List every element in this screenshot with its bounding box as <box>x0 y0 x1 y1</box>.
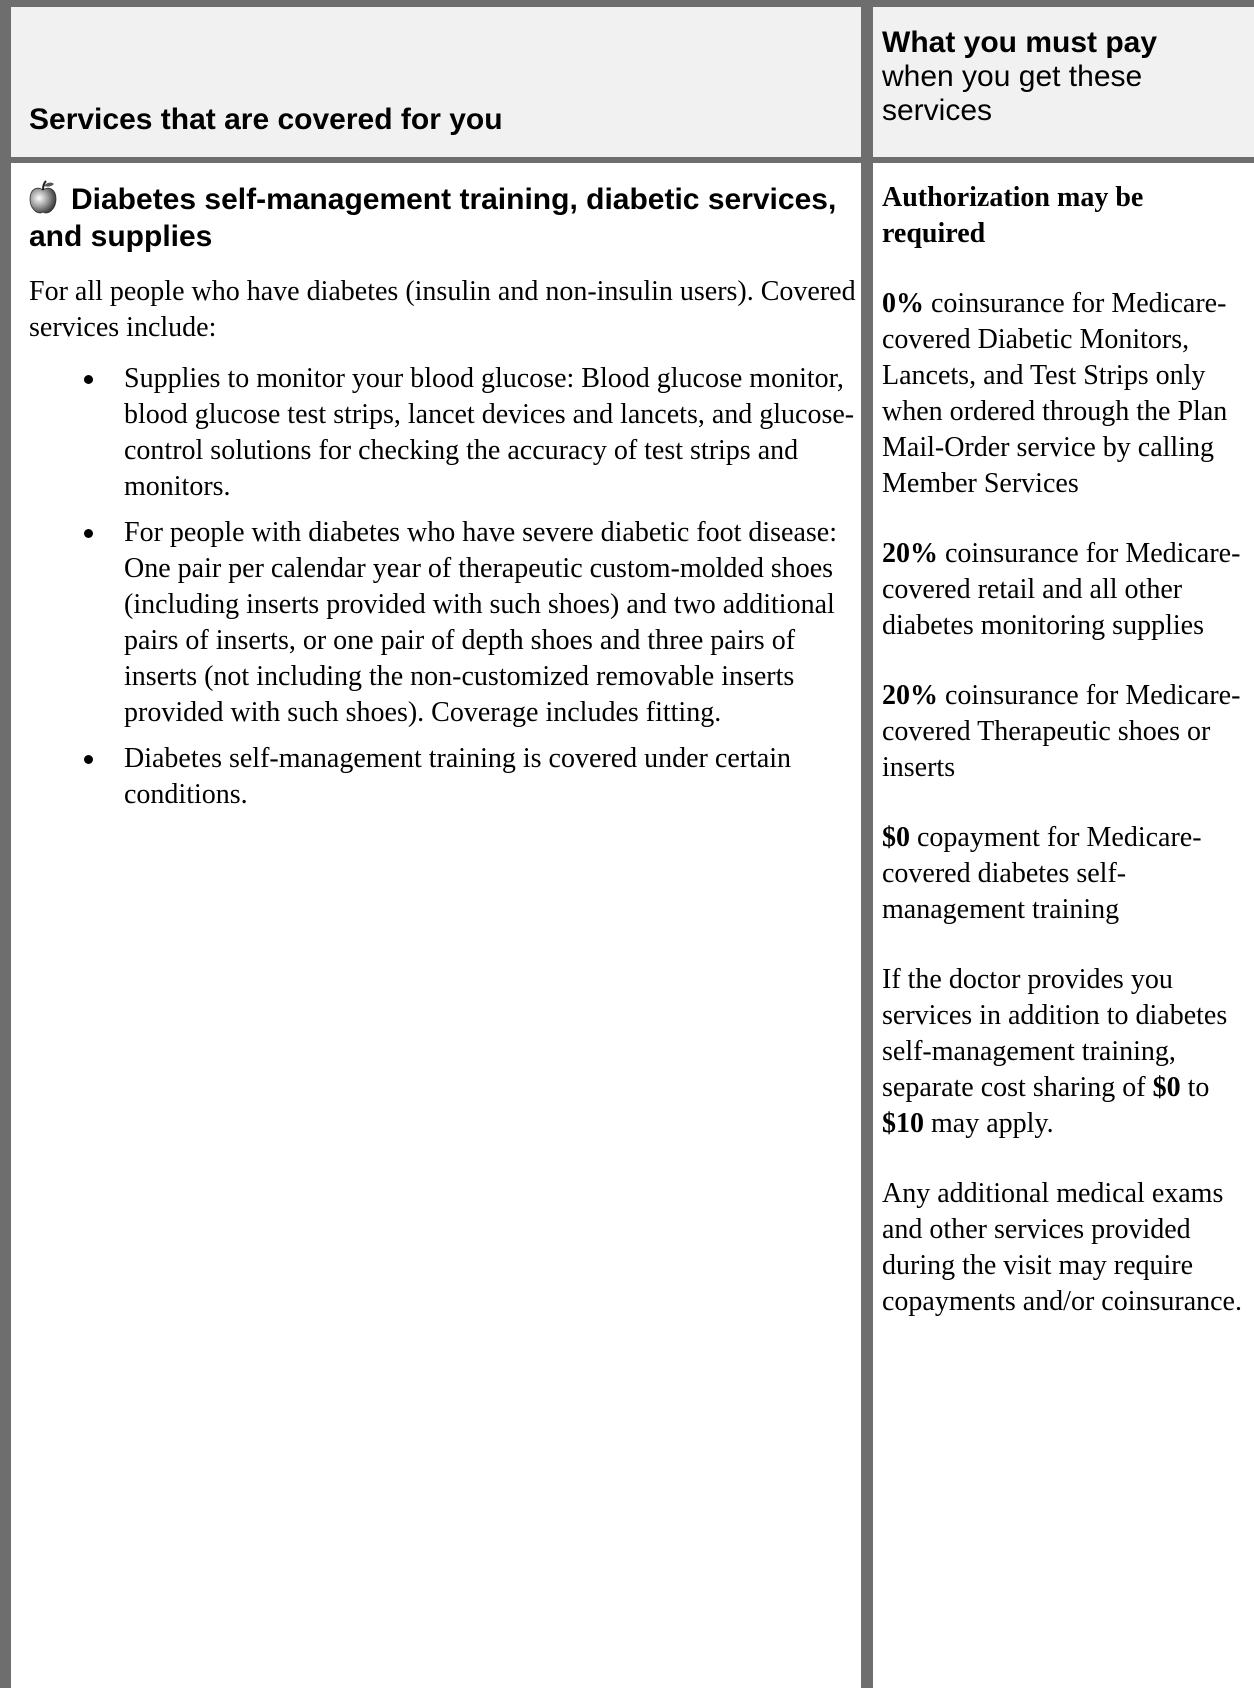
apple-icon <box>29 180 57 214</box>
cost-item <box>882 820 1247 928</box>
left-border <box>0 0 11 1688</box>
extra-cost-note <box>882 962 1247 1142</box>
cost-text: coinsurance for Medicare-covered Therapeutic shoes or inserts <box>882 680 1241 783</box>
list-item <box>29 515 859 731</box>
cost-item <box>882 536 1247 644</box>
extra-cost-to: to <box>1187 1072 1210 1103</box>
header-payment-rest: when you get these services <box>882 60 1143 127</box>
bullet-dot <box>84 755 93 764</box>
header-divider <box>0 157 1254 163</box>
extra-cost-tail: may apply. <box>931 1108 1054 1139</box>
bullet-dot <box>84 529 93 538</box>
header-payment-bold: What you must pay <box>882 26 1158 59</box>
header-payment-label <box>882 26 1242 128</box>
cost-column <box>882 180 1247 1354</box>
column-divider <box>861 0 873 1688</box>
extra-cost-text: If the doctor provides you services in addition to diabetes self-management training, separate cost sharing of <box>882 964 1228 1103</box>
cost-item <box>882 286 1247 502</box>
section-title-text: Diabetes self-management training, diabetic services, and supplies <box>29 183 837 253</box>
cost-amount: 20% <box>882 538 938 569</box>
section-title <box>29 180 859 255</box>
cost-text: coinsurance for Medicare-covered retail and all other diabetes monitoring supplies <box>882 538 1241 641</box>
cost-text: coinsurance for Medicare-covered Diabetic Monitors, Lancets, and Test Strips only when ordered through the Plan Mail-Order service by calling Member Services <box>882 288 1228 499</box>
cost-amount: 0% <box>882 288 924 319</box>
list-item <box>29 361 859 505</box>
list-item-text: Diabetes self-management training is covered under certain conditions. <box>124 743 792 810</box>
extra-cost-max: $10 <box>882 1108 924 1139</box>
header-services-label: Services that are covered for you <box>29 103 503 136</box>
extra-cost-min: $0 <box>1152 1072 1181 1103</box>
cost-amount: 20% <box>882 680 938 711</box>
cost-text: copayment for Medicare-covered diabetes self-management training <box>882 822 1202 925</box>
cost-amount: $0 <box>882 822 910 853</box>
cost-item <box>882 678 1247 786</box>
list-item <box>29 741 859 813</box>
list-item-text: For people with diabetes who have severe diabetic foot disease: One pair per calendar year of therapeutic custom-molded shoes (including inserts provided with such shoes) and two additional pairs of inserts, or one pair of depth shoes and three pairs of inserts (not including the non-customized removable inserts provided with such shoes). Coverage includes fitting. <box>124 517 837 728</box>
bullet-dot <box>84 375 93 384</box>
authorization-note: Authorization may be required <box>882 182 1144 249</box>
top-border <box>0 0 1254 7</box>
list-item-text: Supplies to monitor your blood glucose: Blood glucose monitor, blood glucose test strips, lancet devices and lancets, and glucose-control solutions for checking the accuracy of test strips and monitors. <box>124 363 855 502</box>
section-intro: For all people who have diabetes (insulin and non-insulin users). Covered services include: <box>29 276 856 343</box>
covered-services-list <box>29 361 859 823</box>
additional-services-note: Any additional medical exams and other services provided during the visit may require copayments and/or coinsurance. <box>882 1178 1242 1317</box>
